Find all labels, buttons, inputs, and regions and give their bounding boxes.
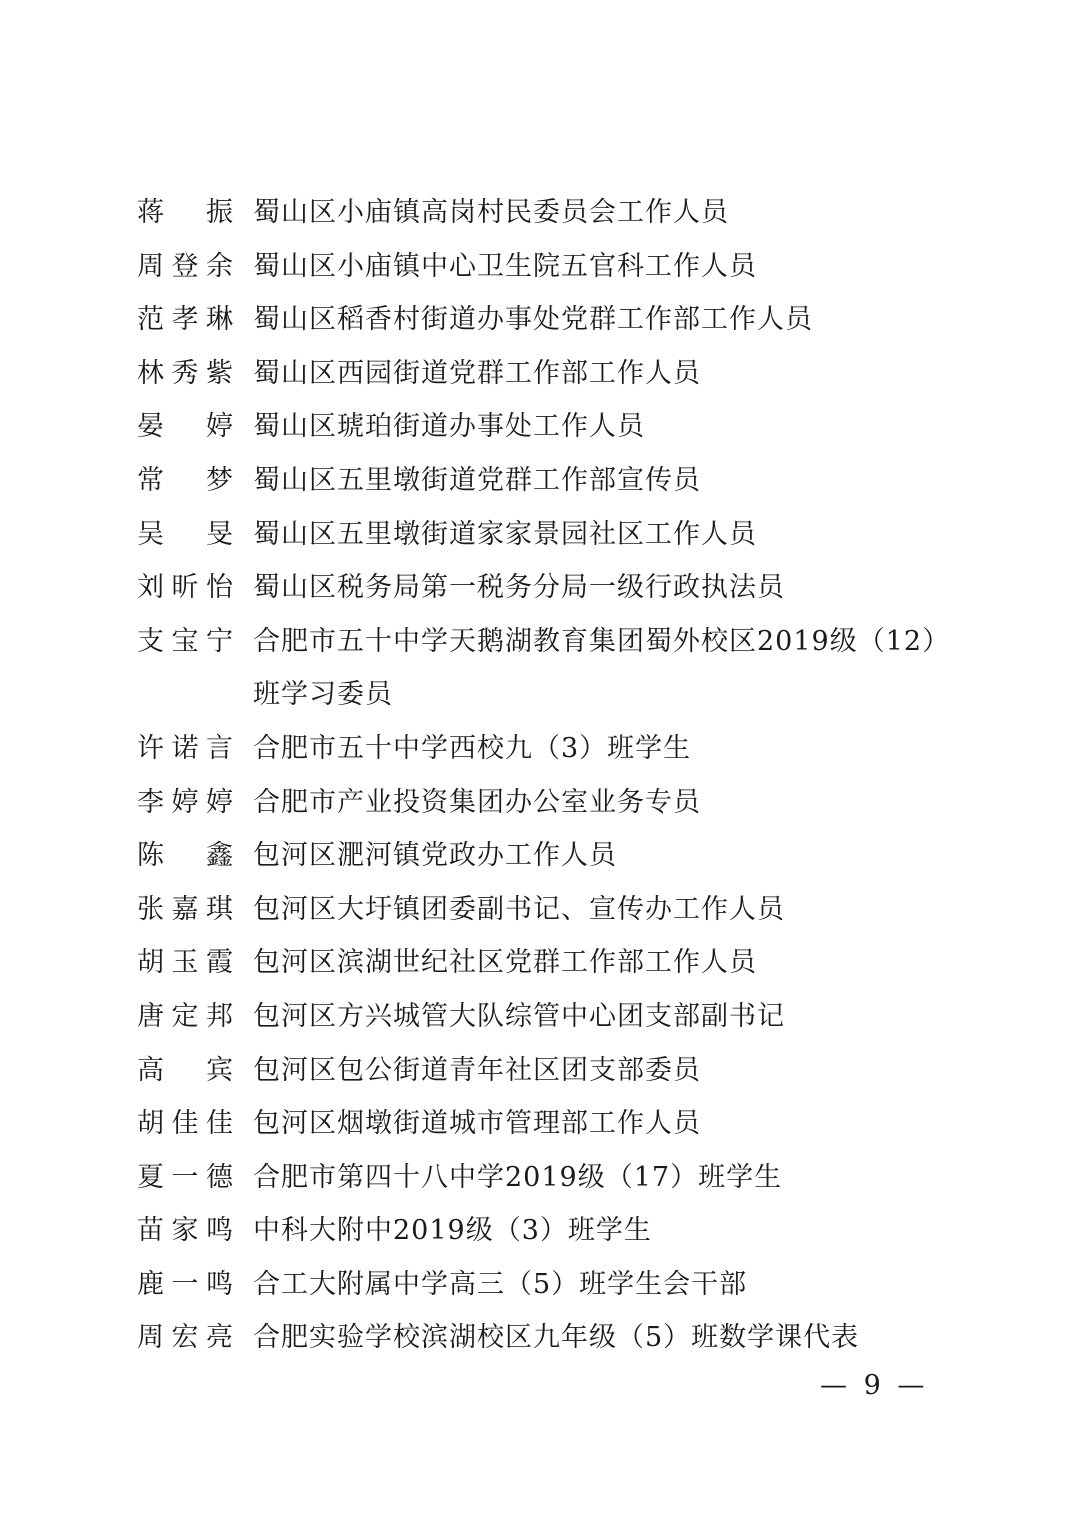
person-name: 吴旻	[137, 518, 233, 550]
person-name: 晏婷	[137, 411, 233, 443]
list-item	[137, 936, 937, 990]
person-affiliation: 包河区包公街道青年社区团支部委员	[253, 1054, 701, 1086]
person-affiliation: 蜀山区西园街道党群工作部工作人员	[253, 357, 701, 389]
person-affiliation: 蜀山区税务局第一税务分局一级行政执法员	[253, 572, 785, 604]
person-name: 许诺言	[137, 732, 233, 764]
list-item	[137, 293, 937, 347]
person-name: 夏一德	[137, 1161, 233, 1193]
list-item	[137, 615, 937, 722]
list-item	[137, 1204, 937, 1258]
person-name: 胡玉霞	[137, 947, 233, 979]
person-name: 张嘉琪	[137, 893, 233, 925]
list-item	[137, 722, 937, 776]
person-name: 刘昕怡	[137, 572, 233, 604]
person-affiliation: 蜀山区五里墩街道党群工作部宣传员	[253, 464, 701, 496]
person-name: 唐定邦	[137, 1000, 233, 1032]
list-item	[137, 400, 937, 454]
person-affiliation: 包河区大圩镇团委副书记、宣传办工作人员	[253, 893, 785, 925]
page-number: — 9 —	[820, 1370, 929, 1401]
person-affiliation: 蜀山区小庙镇高岗村民委员会工作人员	[253, 197, 729, 228]
person-name: 林秀紫	[137, 357, 233, 389]
person-name: 周登余	[137, 250, 233, 282]
person-name: 蒋振	[137, 197, 233, 228]
list-item	[137, 776, 937, 830]
person-affiliation: 蜀山区五里墩街道家家景园社区工作人员	[253, 518, 757, 550]
person-affiliation: 合肥市五十中学西校九（3）班学生	[253, 732, 692, 764]
list-item	[137, 1151, 937, 1205]
person-name: 李婷婷	[137, 786, 233, 818]
person-name: 胡佳佳	[137, 1108, 233, 1140]
list-item	[137, 561, 937, 615]
person-affiliation: 包河区烟墩街道城市管理部工作人员	[253, 1108, 701, 1140]
list-item	[137, 1311, 937, 1365]
person-affiliation: 包河区淝河镇党政办工作人员	[253, 840, 617, 872]
person-affiliation: 中科大附中2019级（3）班学生	[253, 1215, 652, 1247]
person-affiliation: 包河区方兴城管大队综管中心团支部副书记	[253, 1000, 785, 1032]
honoree-list	[137, 186, 937, 1365]
list-item	[137, 990, 937, 1044]
person-name: 高宾	[137, 1054, 233, 1086]
list-item	[137, 454, 937, 508]
person-affiliation: 蜀山区小庙镇中心卫生院五官科工作人员	[253, 250, 757, 282]
person-name: 周宏亮	[137, 1322, 233, 1354]
person-name: 陈鑫	[137, 840, 233, 872]
list-item	[137, 508, 937, 562]
person-affiliation: 合肥市第四十八中学2019级（17）班学生	[253, 1161, 783, 1193]
person-name: 支宝宁	[137, 625, 233, 657]
person-affiliation: 合肥市产业投资集团办公室业务专员	[253, 786, 701, 818]
list-item	[137, 1258, 937, 1312]
person-affiliation: 蜀山区稻香村街道办事处党群工作部工作人员	[253, 304, 813, 336]
person-affiliation: 合肥市五十中学天鹅湖教育集团蜀外校区2019级（12）班学习委员	[253, 625, 937, 711]
person-name: 常梦	[137, 464, 233, 496]
person-affiliation: 合工大附属中学高三（5）班学生会干部	[253, 1268, 748, 1300]
person-name: 鹿一鸣	[137, 1268, 233, 1300]
list-item	[137, 829, 937, 883]
person-affiliation: 蜀山区琥珀街道办事处工作人员	[253, 411, 645, 443]
person-affiliation: 合肥实验学校滨湖校区九年级（5）班数学课代表	[253, 1322, 860, 1354]
list-item	[137, 347, 937, 401]
list-item	[137, 186, 937, 240]
list-item	[137, 1097, 937, 1151]
list-item	[137, 883, 937, 937]
list-item	[137, 1044, 937, 1098]
list-item	[137, 240, 937, 294]
person-name: 苗家鸣	[137, 1215, 233, 1247]
person-affiliation: 包河区滨湖世纪社区党群工作部工作人员	[253, 947, 757, 979]
person-name: 范孝琳	[137, 304, 233, 336]
